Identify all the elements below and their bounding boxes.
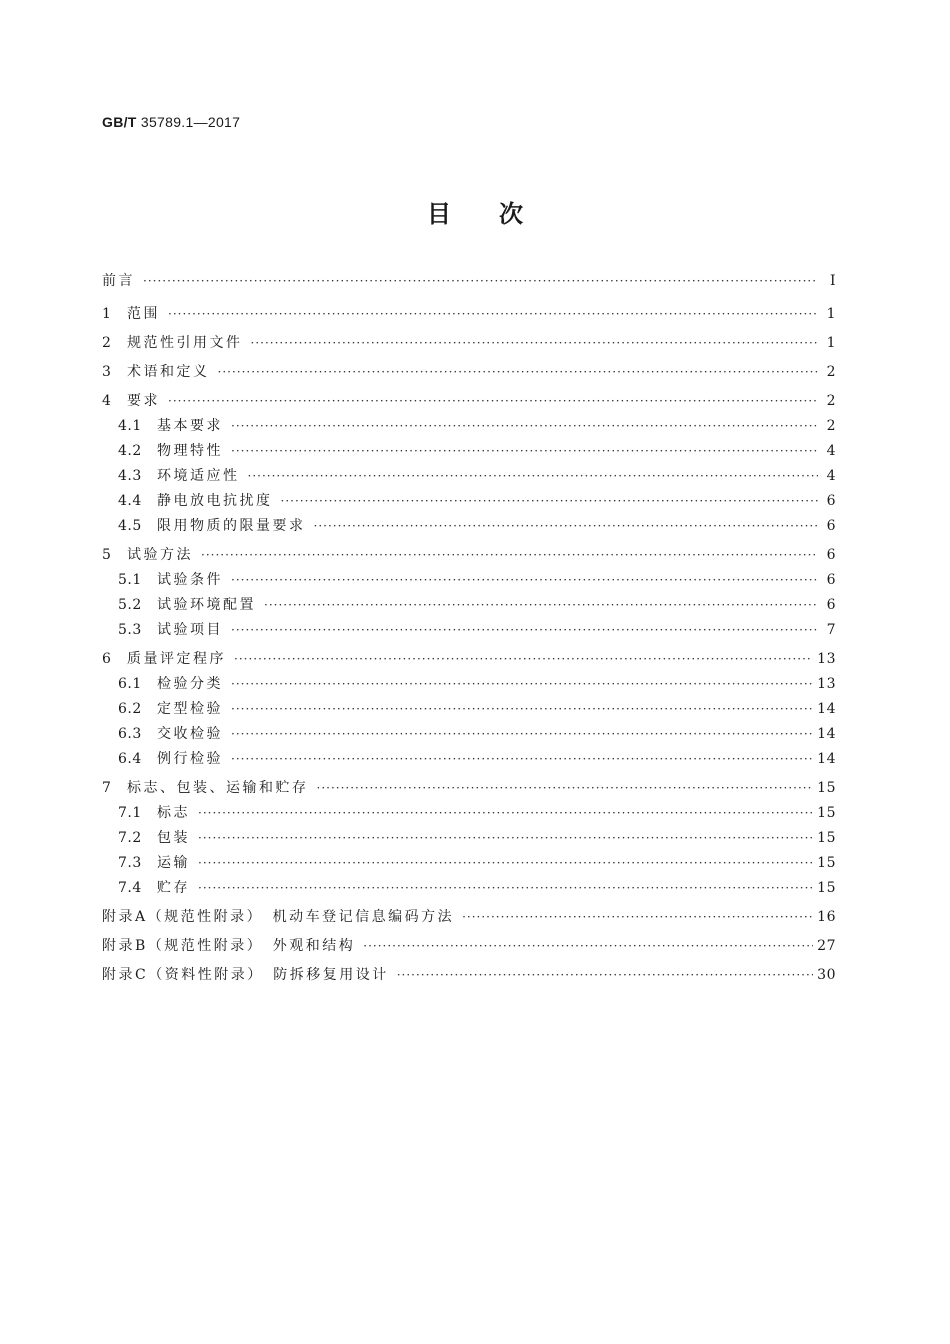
toc-entry-page: 15 <box>817 855 836 871</box>
toc-leader-dots <box>281 494 819 508</box>
toc-entry-title: 环境适应性 <box>157 468 240 484</box>
toc-entry-page: 13 <box>817 676 836 692</box>
toc-entry-title: 范围 <box>127 306 160 322</box>
toc-entry-number: 4.3 <box>118 468 142 484</box>
toc-leader-dots <box>168 307 818 321</box>
toc-entry-title: 试验环境配置 <box>157 597 256 613</box>
toc-entry-title: 限用物质的限量要求 <box>157 518 306 534</box>
toc-entry-page: 6 <box>826 547 836 563</box>
toc-entry-title: 标志、包装、运输和贮存 <box>127 780 309 796</box>
toc-entry-number: 2 <box>102 335 112 351</box>
toc-entry-page: 15 <box>817 880 836 896</box>
toc-leader-dots <box>198 806 813 820</box>
toc-entry-page: 7 <box>826 622 836 638</box>
toc-leader-dots <box>198 831 813 845</box>
toc-entry-page: 2 <box>826 364 836 380</box>
toc-entry-page: 15 <box>817 805 836 821</box>
toc-entry-title: 物理特性 <box>157 443 223 459</box>
toc-entry-page: 30 <box>817 967 836 983</box>
toc-leader-dots <box>231 677 813 691</box>
toc-entry-page: 14 <box>817 726 836 742</box>
toc-entry[interactable] <box>102 852 836 877</box>
toc-entry-number: 6.4 <box>118 751 142 767</box>
toc-entry-title: 附录C（资料性附录） 防拆移复用设计 <box>102 967 389 983</box>
standard-version: 35789.1—2017 <box>140 114 241 130</box>
toc-entry-page: 15 <box>817 830 836 846</box>
toc-entry[interactable] <box>102 415 836 440</box>
standard-code: GB/T <box>102 114 137 130</box>
toc-entry-page: 2 <box>826 418 836 434</box>
toc-entry-number: 4.4 <box>118 493 142 509</box>
page-title: 目次 <box>427 199 571 228</box>
toc-entry-number: 4 <box>102 393 112 409</box>
toc-entry[interactable] <box>102 802 836 827</box>
toc-entry[interactable] <box>102 569 836 594</box>
toc-entry[interactable] <box>102 877 836 902</box>
toc-entry-title: 标志 <box>157 805 190 821</box>
toc-entry[interactable] <box>102 540 836 569</box>
toc-entry-page: 15 <box>817 780 836 796</box>
toc-entry[interactable] <box>102 698 836 723</box>
toc-leader-dots <box>168 394 818 408</box>
toc-entry-page: 14 <box>817 701 836 717</box>
toc-entry[interactable] <box>102 619 836 644</box>
toc-entry-number: 7.2 <box>118 830 142 846</box>
toc-entry[interactable] <box>102 490 836 515</box>
toc-leader-dots <box>234 652 813 666</box>
toc-entry-title: 规范性引用文件 <box>127 335 243 351</box>
toc-entry[interactable] <box>102 515 836 540</box>
toc-entry[interactable] <box>102 270 836 299</box>
toc-entry[interactable] <box>102 902 836 931</box>
toc-entry[interactable] <box>102 328 836 357</box>
toc-entry-page: 6 <box>826 572 836 588</box>
toc-entry-title: 试验项目 <box>157 622 223 638</box>
toc-entry-title: 试验方法 <box>127 547 193 563</box>
toc-entry-title: 检验分类 <box>157 676 223 692</box>
toc-entry[interactable] <box>102 773 836 802</box>
toc-entry[interactable] <box>102 748 836 773</box>
toc-entry-number: 6.3 <box>118 726 142 742</box>
toc-entry[interactable] <box>102 644 836 673</box>
toc-leader-dots <box>198 881 813 895</box>
toc-entry-number: 4.2 <box>118 443 142 459</box>
table-of-contents <box>102 270 836 989</box>
toc-entry[interactable] <box>102 827 836 852</box>
toc-entry-page: 6 <box>826 493 836 509</box>
toc-leader-dots <box>314 519 819 533</box>
standard-number <box>102 114 240 130</box>
toc-entry-number: 3 <box>102 364 112 380</box>
toc-entry[interactable] <box>102 960 836 989</box>
toc-entry-page: 27 <box>817 938 836 954</box>
toc-entry-title: 试验条件 <box>157 572 223 588</box>
toc-entry-title: 基本要求 <box>157 418 223 434</box>
toc-entry-title: 要求 <box>127 393 160 409</box>
toc-leader-dots <box>231 727 813 741</box>
toc-leader-dots <box>143 274 818 288</box>
toc-leader-dots <box>231 623 818 637</box>
toc-leader-dots <box>363 939 813 953</box>
toc-entry-number: 7.1 <box>118 805 142 821</box>
toc-entry-page: 2 <box>826 393 836 409</box>
toc-entry-title: 前言 <box>102 273 135 289</box>
toc-entry-number: 4.5 <box>118 518 142 534</box>
toc-entry-title: 贮存 <box>157 880 190 896</box>
toc-leader-dots <box>251 336 819 350</box>
toc-entry-title: 静电放电抗扰度 <box>157 493 273 509</box>
toc-entry-number: 1 <box>102 306 112 322</box>
toc-entry-page: 14 <box>817 751 836 767</box>
toc-entry-title: 附录A（规范性附录） 机动车登记信息编码方法 <box>102 909 455 925</box>
toc-leader-dots <box>231 752 813 766</box>
toc-leader-dots <box>231 419 818 433</box>
toc-leader-dots <box>198 856 813 870</box>
toc-leader-dots <box>264 598 818 612</box>
toc-entry-title: 定型检验 <box>157 701 223 717</box>
toc-entry-number: 6.1 <box>118 676 142 692</box>
toc-entry-page: 6 <box>826 518 836 534</box>
toc-entry-page: 4 <box>826 443 836 459</box>
toc-entry-page: 6 <box>826 597 836 613</box>
toc-entry-page: 13 <box>817 651 836 667</box>
toc-entry[interactable] <box>102 386 836 415</box>
toc-entry-title: 质量评定程序 <box>127 651 226 667</box>
toc-entry-page: Ⅰ <box>829 273 836 289</box>
toc-entry-number: 5.1 <box>118 572 142 588</box>
toc-leader-dots <box>231 573 818 587</box>
toc-entry[interactable] <box>102 723 836 748</box>
toc-entry-number: 5.2 <box>118 597 142 613</box>
toc-entry-number: 6 <box>102 651 112 667</box>
toc-entry-number: 7 <box>102 780 112 796</box>
toc-entry-page: 1 <box>826 335 836 351</box>
toc-leader-dots <box>317 781 814 795</box>
toc-entry-title: 术语和定义 <box>127 364 210 380</box>
toc-entry-title: 包装 <box>157 830 190 846</box>
toc-leader-dots <box>248 469 819 483</box>
toc-leader-dots <box>201 548 818 562</box>
toc-entry-title: 交收检验 <box>157 726 223 742</box>
toc-entry-number: 7.3 <box>118 855 142 871</box>
toc-entry-number: 6.2 <box>118 701 142 717</box>
toc-leader-dots <box>462 910 813 924</box>
toc-entry[interactable] <box>102 440 836 465</box>
toc-entry-page: 16 <box>817 909 836 925</box>
toc-entry-title: 运输 <box>157 855 190 871</box>
toc-entry[interactable] <box>102 931 836 960</box>
toc-entry-page: 1 <box>826 306 836 322</box>
toc-leader-dots <box>231 444 818 458</box>
toc-leader-dots <box>397 968 813 982</box>
toc-entry[interactable] <box>102 299 836 328</box>
toc-entry[interactable] <box>102 594 836 619</box>
toc-entry-title: 例行检验 <box>157 751 223 767</box>
toc-leader-dots <box>218 365 819 379</box>
toc-entry[interactable] <box>102 465 836 490</box>
toc-entry-title: 附录B（规范性附录） 外观和结构 <box>102 938 356 954</box>
toc-entry-number: 4.1 <box>118 418 142 434</box>
toc-entry-number: 5 <box>102 547 112 563</box>
toc-entry-page: 4 <box>826 468 836 484</box>
toc-leader-dots <box>231 702 813 716</box>
toc-entry[interactable] <box>102 673 836 698</box>
toc-entry-number: 5.3 <box>118 622 142 638</box>
toc-entry[interactable] <box>102 357 836 386</box>
toc-entry-number: 7.4 <box>118 880 142 896</box>
